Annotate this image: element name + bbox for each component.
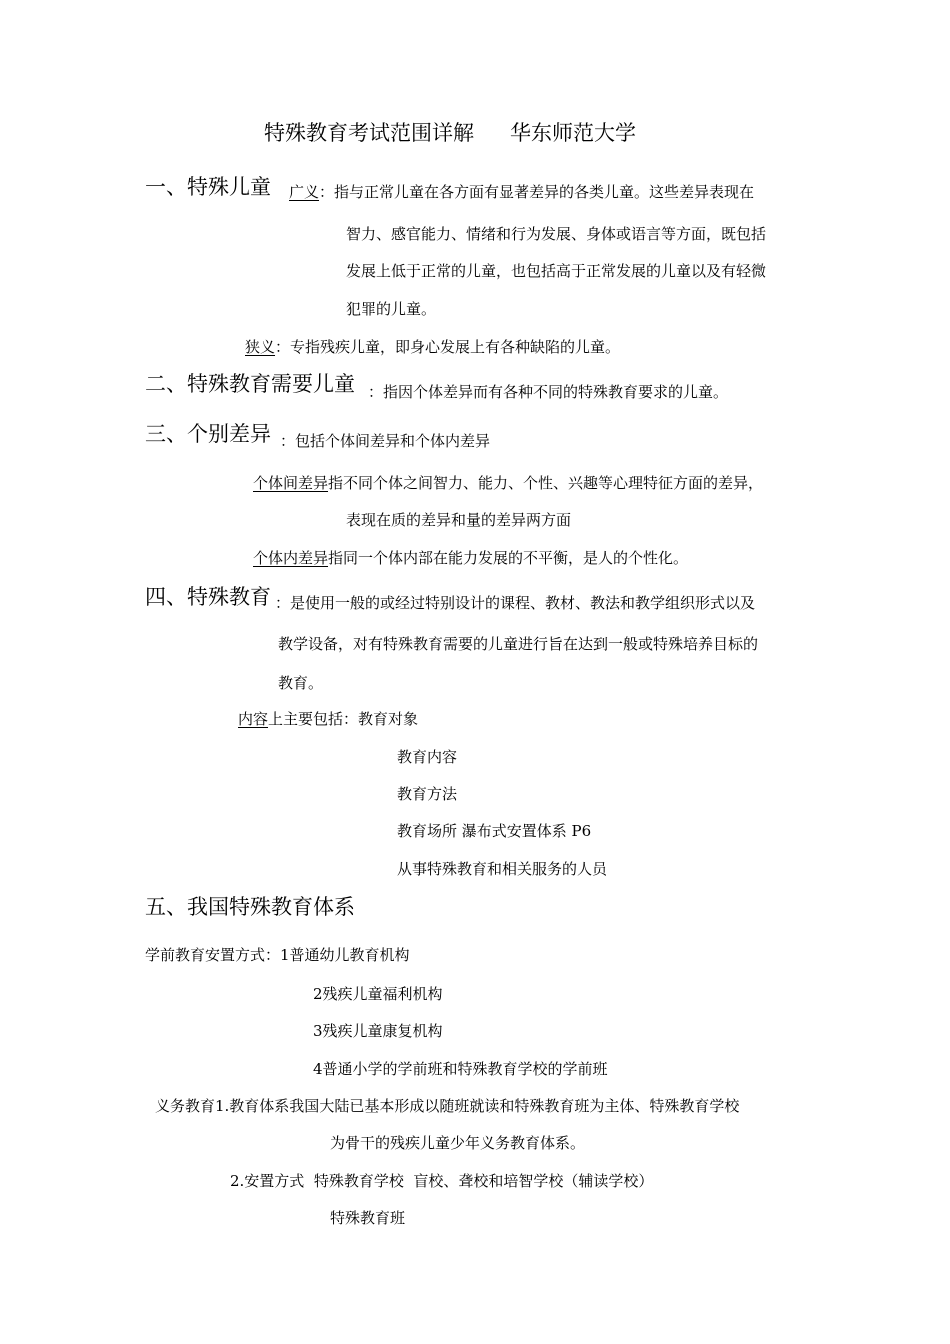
preschool-item: 4普通小学的学前班和特殊教育学校的学前班 bbox=[313, 1060, 608, 1078]
section-5-heading: 五、我国特殊教育体系 bbox=[145, 895, 355, 919]
content-item: 教育方法 bbox=[397, 785, 458, 803]
compulsory-line2: 为骨干的残疾儿童少年义务教育体系。 bbox=[330, 1134, 586, 1152]
title-org: 华东师范大学 bbox=[510, 121, 636, 145]
s3-inter-line1: 个体间差异指不同个体之间智力、能力、个性、兴趣等心理特征方面的差异， bbox=[253, 474, 764, 492]
narrow-term: 狭义 bbox=[245, 338, 276, 356]
section-4-heading: 四、特殊教育 bbox=[145, 585, 271, 609]
intra-term: 个体内差异 bbox=[253, 549, 329, 567]
placement-line1: 2.安置方式 特殊教育学校 盲校、聋校和培智学校（辅读学校） bbox=[230, 1172, 654, 1190]
preschool-line: 学前教育安置方式：1普通幼儿教育机构 bbox=[145, 946, 410, 964]
placement-line2: 特殊教育班 bbox=[330, 1209, 406, 1227]
s1-broad-line3: 发展上低于正常的儿童，也包括高于正常发展的儿童以及有轻微 bbox=[346, 262, 767, 280]
section-1-heading: 一、特殊儿童 bbox=[145, 175, 271, 199]
s4-content-line: 内容上主要包括：教育对象 bbox=[238, 710, 419, 728]
s1-narrow-line: 狭义：专指残疾儿童，即身心发展上有各种缺陷的儿童。 bbox=[245, 338, 621, 356]
content-item: 教育场所 瀑布式安置体系 P6 bbox=[397, 822, 592, 840]
s3-intra-line: 个体内差异指同一个体内部在能力发展的不平衡，是人的个性化。 bbox=[253, 549, 689, 567]
s3-inter-line2: 表现在质的差异和量的差异两方面 bbox=[346, 511, 572, 529]
section-3-heading: 三、个别差异 bbox=[145, 422, 271, 446]
content-item: 从事特殊教育和相关服务的人员 bbox=[397, 860, 608, 878]
content-item: 教育对象 bbox=[358, 710, 419, 728]
s2-text: ：指因个体差异而有各种不同的特殊教育要求的儿童。 bbox=[368, 383, 729, 401]
s1-broad-line1: 广义：指与正常儿童在各方面有显著差异的各类儿童。这些差异表现在 bbox=[289, 183, 755, 201]
page-title bbox=[264, 123, 636, 144]
s4-line3: 教育。 bbox=[278, 674, 324, 692]
inter-term: 个体间差异 bbox=[253, 474, 329, 492]
s4-line2: 教学设备，对有特殊教育需要的儿童进行旨在达到一般或特殊培养目标的 bbox=[278, 635, 759, 653]
content-item: 教育内容 bbox=[397, 748, 458, 766]
preschool-item: 3残疾儿童康复机构 bbox=[313, 1022, 443, 1040]
title-main: 特殊教育考试范围详解 bbox=[264, 121, 474, 145]
s1-broad-line4: 犯罪的儿童。 bbox=[346, 300, 437, 318]
s4-line1: ：是使用一般的或经过特别设计的课程、教材、教法和教学组织形式以及 bbox=[275, 594, 756, 612]
preschool-item: 2残疾儿童福利机构 bbox=[313, 985, 443, 1003]
s3-text: ：包括个体间差异和个体内差异 bbox=[280, 432, 491, 450]
preschool-item: 1普通幼儿教育机构 bbox=[280, 946, 410, 964]
s1-broad-line2: 智力、感官能力、情绪和行为发展、身体或语言等方面，既包括 bbox=[346, 225, 767, 243]
content-term: 内容 bbox=[238, 710, 269, 728]
compulsory-line1: 义务教育1.教育体系我国大陆已基本形成以随班就读和特殊教育班为主体、特殊教育学校 bbox=[155, 1097, 740, 1115]
section-2-heading: 二、特殊教育需要儿童 bbox=[145, 372, 355, 396]
broad-term: 广义 bbox=[289, 183, 320, 201]
